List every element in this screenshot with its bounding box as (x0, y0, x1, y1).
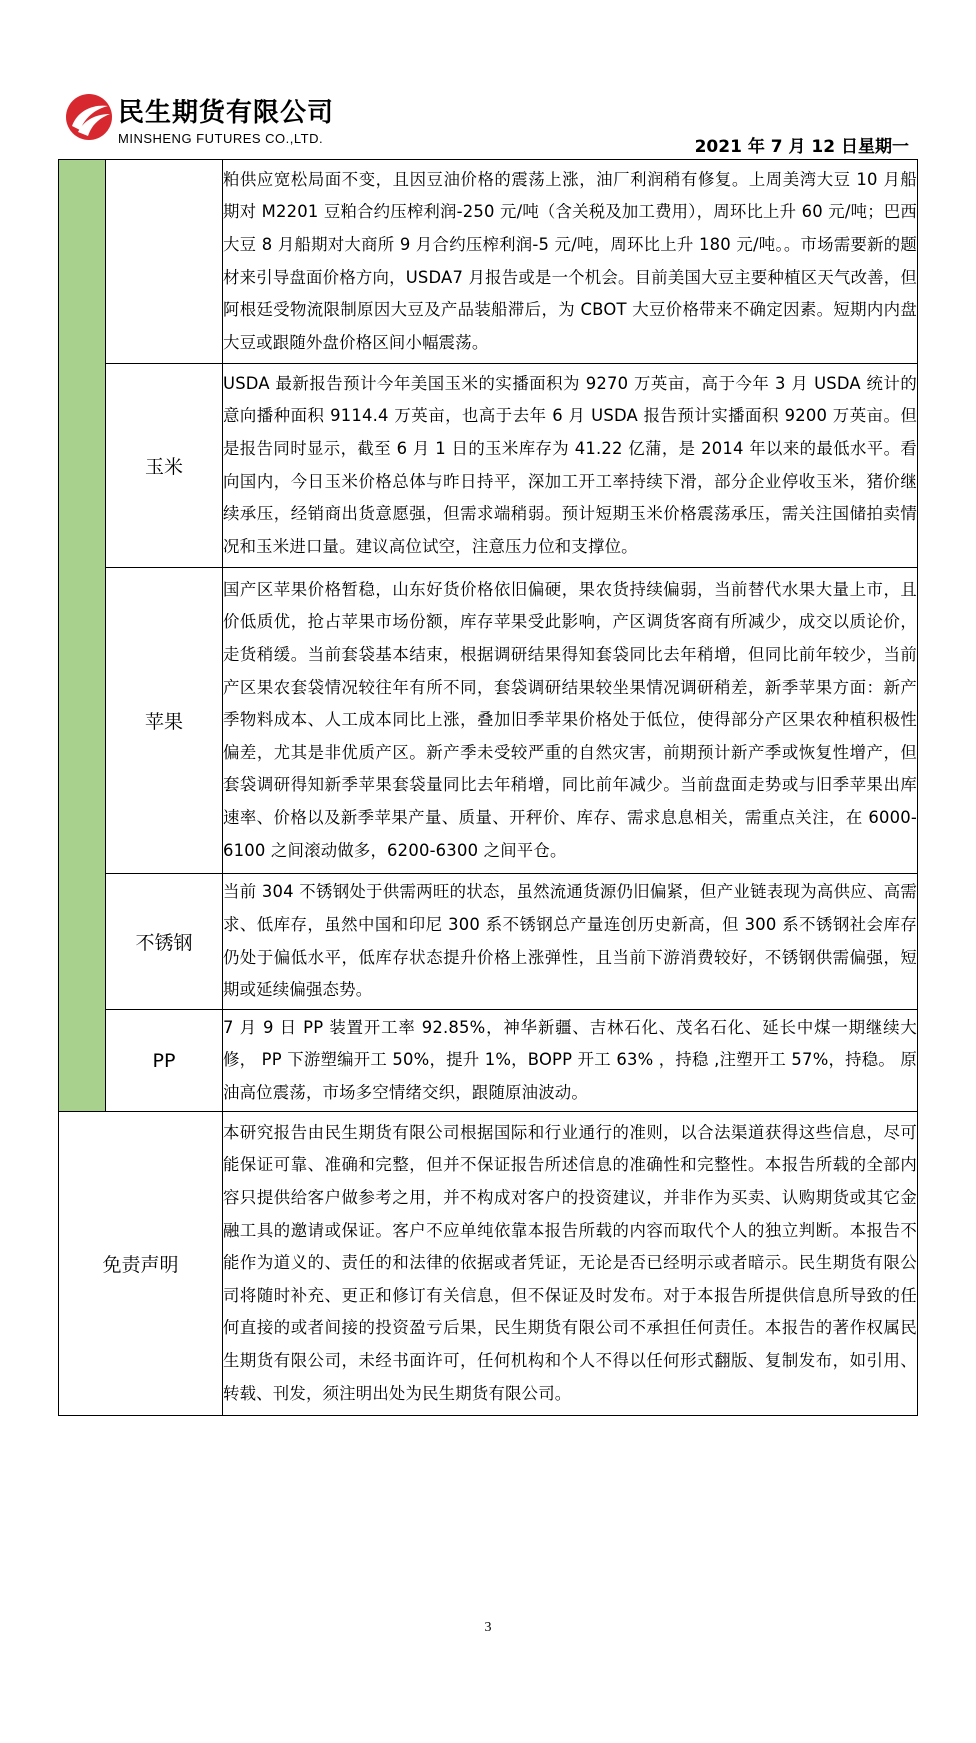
disclaimer-label: 免责声明 (59, 1112, 223, 1416)
table-row (59, 874, 918, 1010)
category-cell (59, 160, 106, 1112)
report-table (58, 159, 918, 1416)
analysis-text: 当前 304 不锈钢处于供需两旺的状态，虽然流通货源仍旧偏紧，但产业链表现为高供应、高需求、低库存，虽然中国和印尼 300 系不锈钢总产量连创历史新高，但 300 系不锈钢社会库存仍处于偏低水平，低库存状态提升价格上涨弹性，且当前下游消费较好，不锈钢供需偏强，短期或延续偏强态势。 (223, 882, 917, 1000)
analysis-text: 7 月 9 日 PP 装置开工率 92.85%，神华新疆、吉林石化、茂名石化、延长中煤一期继续大修， PP 下游塑编开工 50%，提升 1%，BOPP 开工 63% ，持稳 ,注塑开工 57%，持稳。 原油高位震荡，市场多空情绪交织，跟随原油波动。 (223, 1017, 917, 1102)
table-row (59, 568, 918, 874)
report-date: 2021 年 7 月 12 日星期一 (694, 137, 909, 157)
company-name-cn: 民生期货有限公司 (118, 98, 335, 128)
commodity-analysis (223, 364, 918, 568)
commodity-name: 苹果 (106, 568, 223, 874)
table-row (59, 1010, 918, 1112)
analysis-text: 国产区苹果价格暂稳，山东好货价格依旧偏硬，果农货持续偏弱，当前替代水果大量上市，且价低质优，抢占苹果市场份额，库存苹果受此影响，产区调货客商有所减少，成交以质论价，走货稍缓。当前套袋基本结束，根据调研结果得知套袋同比去年稍增，但同比前年较少，当前产区果农套袋情况较往年有所不同，套袋调研结果较坐果情况调研稍差，新季苹果方面：新产季物料成本、人工成本同比上涨，叠加旧季苹果价格处于低位，使得部分产区果农种植积极性偏差，尤其是非优质产区。新产季未受较严重的自然灾害，前期预计新产季或恢复性增产，但套袋调研得知新季苹果套袋量同比去年稍增，同比前年减少。当前盘面走势或与旧季苹果出库速率、价格以及新季苹果产量、质量、开秤价、库存、需求息息相关，需重点关注，在 6000-6100 之间滚动做多，6200-6300 之间平仓。 (223, 579, 917, 860)
minsheng-logo-icon (64, 92, 114, 142)
page-number: 3 (484, 1620, 492, 1635)
analysis-text: USDA 最新报告预计今年美国玉米的实播面积为 9270 万英亩，高于今年 3 月 USDA 统计的意向播种面积 9114.4 万英亩，也高于去年 6 月 USDA 报告预计实播面积 9200 万英亩。但是报告同时显示，截至 6 月 1 日的玉米库存为 41.22 亿蒲，是 2014 年以来的最低水平。看向国内，今日玉米价格总体与昨日持平，深加工开工率持续下滑，部分企业停收玉米，猪价继续承压，经销商出货意愿强，但需求端稍弱。预计短期玉米价格震荡承压，需关注国储拍卖情况和玉米进口量。建议高位试空，注意压力位和支撑位。 (223, 373, 917, 556)
disclaimer-row (59, 1112, 918, 1416)
commodity-name: 不锈钢 (106, 874, 223, 1010)
table-row (59, 364, 918, 568)
commodity-name: 玉米 (106, 364, 223, 568)
commodity-analysis (223, 874, 918, 1010)
commodity-name: PP (106, 1010, 223, 1112)
commodity-name (106, 160, 223, 364)
table-row (59, 160, 918, 364)
disclaimer-text: 本研究报告由民生期货有限公司根据国际和行业通行的准则，以合法渠道获得这些信息，尽可能保证可靠、准确和完整，但并不保证报告所述信息的准确性和完整性。本报告所载的全部内容只提供给客户做参考之用，并不构成对客户的投资建议，并非作为买卖、认购期货或其它金融工具的邀请或保证。客户不应单纯依靠本报告所载的内容而取代个人的独立判断。本报告不能作为道义的、责任的和法律的依据或者凭证，无论是否已经明示或者暗示。民生期货有限公司将随时补充、更正和修订有关信息，但不保证及时发布。对于本报告所提供信息所导致的任何直接的或者间接的投资盈亏后果，民生期货有限公司不承担任何责任。本报告的著作权属民生期货有限公司，未经书面许可，任何机构和个人不得以任何形式翻版、复制发布，如引用、转载、刊发，须注明出处为民生期货有限公司。 (223, 1122, 917, 1403)
company-name-en: MINSHENG FUTURES CO.,LTD. (118, 131, 324, 146)
commodity-analysis (223, 568, 918, 874)
page-header (0, 0, 976, 160)
commodity-analysis (223, 1010, 918, 1112)
disclaimer-body (223, 1112, 918, 1416)
analysis-text: 粕供应宽松局面不变，且因豆油价格的震荡上涨，油厂利润稍有修复。上周美湾大豆 10 月船期对 M2201 豆粕合约压榨利润-250 元/吨（含关税及加工费用），周环比上升 60 元/吨；巴西大豆 8 月船期对大商所 9 月合约压榨利润-5 元/吨，周环比上升 180 元/吨。。市场需要新的题材来引导盘面价格方向，USDA7 月报告或是一个机会。目前美国大豆主要种植区天气改善，但阿根廷受物流限制原因大豆及产品装船滞后，为 CBOT 大豆价格带来不确定因素。短期内内盘大豆或跟随外盘价格区间小幅震荡。 (223, 169, 917, 352)
commodity-analysis (223, 160, 918, 364)
